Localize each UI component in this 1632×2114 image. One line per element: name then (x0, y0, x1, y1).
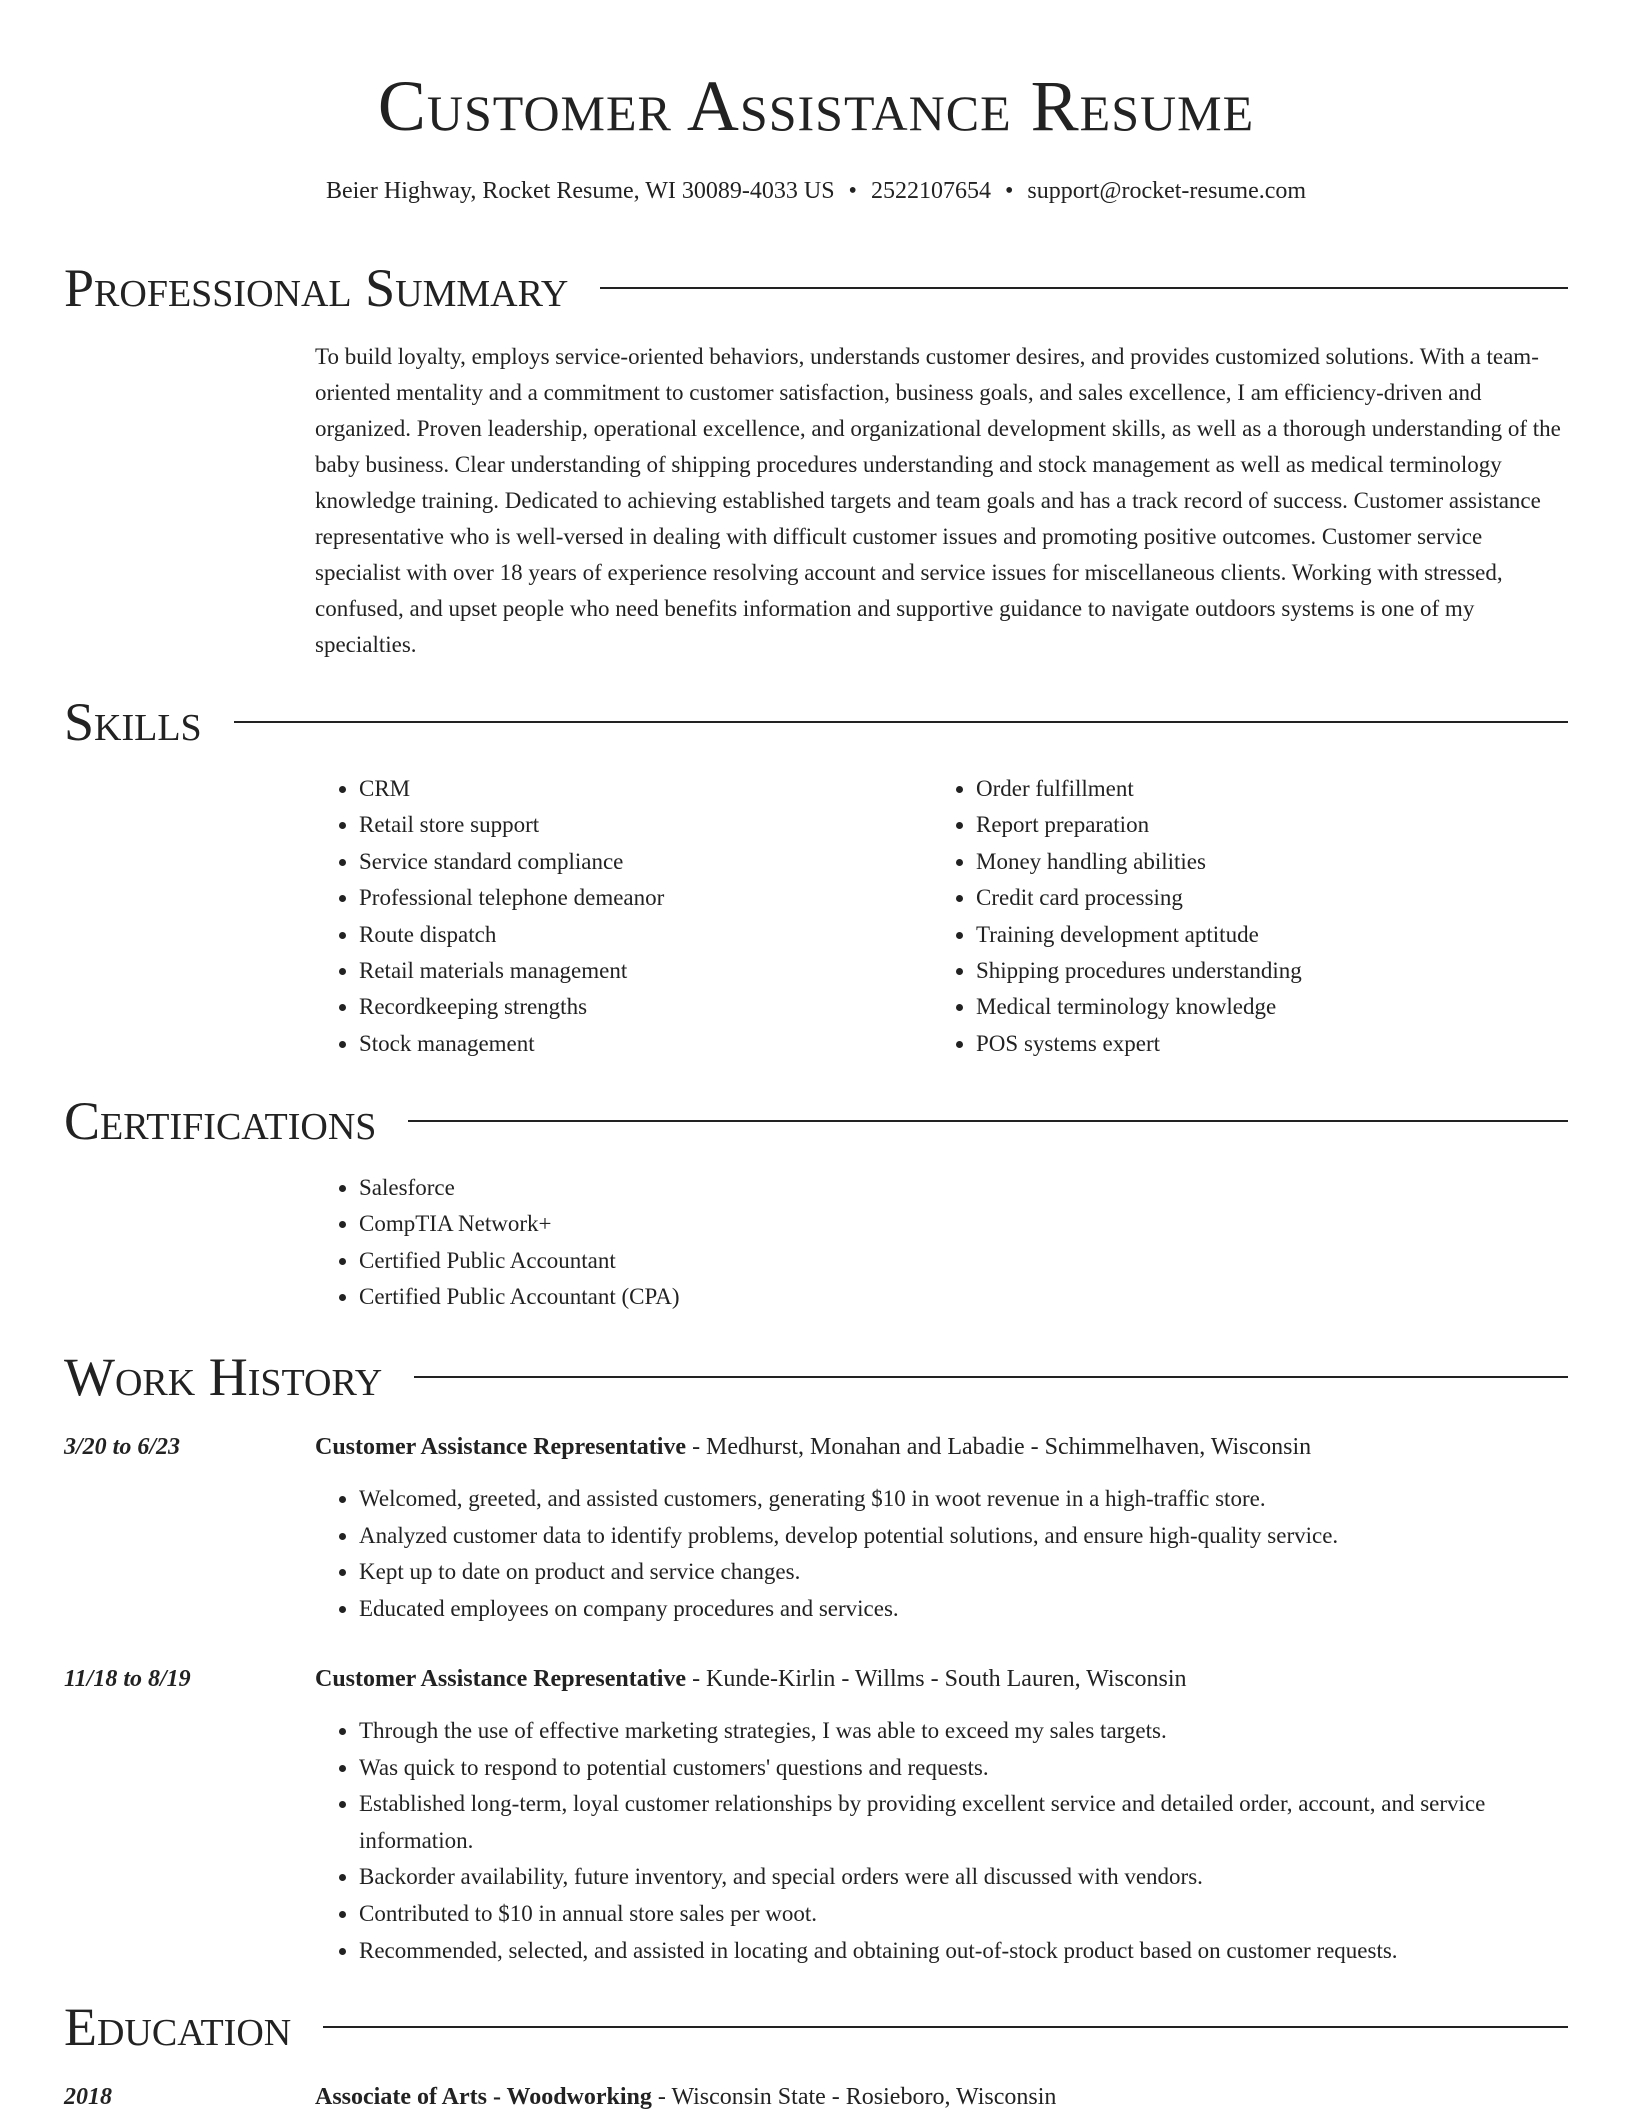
skill-item: • Stock management (359, 1026, 875, 1062)
skill-item: • Retail materials management (359, 953, 875, 989)
skill-item: • Professional telephone demeanor (359, 880, 875, 916)
skills-column-right (932, 771, 1492, 1062)
section-divider (414, 1376, 1568, 1378)
job-duties-list (315, 1481, 1568, 1627)
skill-item: • Route dispatch (359, 917, 875, 953)
certification-item: • Salesforce (359, 1170, 1115, 1206)
job-duty-item: • Welcomed, greeted, and assisted customers, generating $10 in woot revenue in a high-traffic store. (359, 1481, 1568, 1518)
job-duty-item: • Backorder availability, future inventory, and special orders were all discussed with vendors. (359, 1859, 1568, 1896)
job-duty-item: • Recommended, selected, and assisted in locating and obtaining out-of-stock product based on customer requests. (359, 1933, 1568, 1970)
section-divider (323, 2026, 1568, 2028)
job-details: - Kunde-Kirlin - Willms - South Lauren, Wisconsin (686, 1666, 1187, 1692)
education-heading (315, 2080, 1568, 2114)
contact-separator: • (848, 178, 857, 204)
job-duty-item: • Through the use of effective marketing strategies, I was able to exceed my sales targets. (359, 1713, 1568, 1750)
skill-item: • Money handling abilities (976, 844, 1492, 880)
job-duty-item: • Was quick to respond to potential customers' questions and requests. (359, 1750, 1568, 1787)
contact-address: Beier Highway, Rocket Resume, WI 30089-4033 US (325, 178, 835, 204)
job-duty-item: • Analyzed customer data to identify problems, develop potential solutions, and ensure high-quality service. (359, 1518, 1568, 1555)
skill-item: • Credit card processing (976, 880, 1492, 916)
skill-item: • Medical terminology knowledge (976, 989, 1492, 1025)
section-header-certifications (64, 1089, 1568, 1153)
certification-item: • Certified Public Accountant (CPA) (359, 1279, 1115, 1315)
job-title: Customer Assistance Representative (315, 1666, 687, 1692)
certifications-list (315, 1170, 1115, 1316)
job-dates: 11/18 to 8/19 (64, 1666, 191, 1692)
job-duties-2 (315, 1713, 1568, 1969)
skill-item: • Service standard compliance (359, 844, 875, 880)
skill-item: • Retail store support (359, 807, 875, 843)
contact-email[interactable]: support@rocket-resume.com (1027, 178, 1307, 204)
skill-item: • POS systems expert (976, 1026, 1492, 1062)
section-divider (600, 287, 1568, 289)
education-degree: Associate of Arts - Woodworking (315, 2084, 652, 2110)
contact-line (0, 174, 1632, 208)
section-title-summary: Professional Summary (64, 258, 569, 318)
certification-item: • Certified Public Accountant (359, 1243, 1115, 1279)
education-details: - Wisconsin State - Rosieboro, Wisconsin (651, 2084, 1057, 2110)
skills-column-left (315, 771, 875, 1062)
section-header-work-history (64, 1345, 1568, 1409)
section-title-education: Education (64, 1997, 292, 2057)
section-divider (234, 721, 1568, 723)
section-header-education (64, 1995, 1568, 2059)
job-duty-item: • Educated employees on company procedures and services. (359, 1591, 1568, 1628)
job-heading (315, 1662, 1568, 1696)
job-heading (315, 1430, 1568, 1464)
contact-separator: • (1004, 178, 1014, 204)
job-duties-list (315, 1713, 1568, 1969)
section-title-work-history: Work History (64, 1347, 383, 1407)
job-details: - Medhurst, Monahan and Labadie - Schimmelhaven, Wisconsin (686, 1434, 1312, 1460)
job-duty-item: • Kept up to date on product and service changes. (359, 1554, 1568, 1591)
skill-item: • Training development aptitude (976, 917, 1492, 953)
skill-item: • Report preparation (976, 807, 1492, 843)
job-title: Customer Assistance Representative (315, 1434, 687, 1460)
skill-item: • Order fulfillment (976, 771, 1492, 807)
certifications-block (315, 1170, 1115, 1316)
skill-item: • CRM (359, 771, 875, 807)
job-duty-item: • Contributed to $10 in annual store sales per woot. (359, 1896, 1568, 1933)
skills-list-left (315, 771, 875, 1062)
job-duty-item: • Established long-term, loyal customer relationships by providing excellent service and detailed order, account, and service information. (359, 1786, 1568, 1859)
skill-item: • Recordkeeping strengths (359, 989, 875, 1025)
skills-list-right (932, 771, 1492, 1062)
summary-text: To build loyalty, employs service-oriented behaviors, understands customer desires, and provides customized solutions. With a team-oriented mentality and a commitment to customer satisfaction, business goals, and sales excellence, I am efficiency-driven and organized. Proven leadership, operational excellence, and organizational development skills, as well as a thorough understanding of the baby business. Clear understanding of shipping procedures understanding and stock management as well as medical terminology knowledge training. Dedicated to achieving established targets and team goals and has a track record of success. Customer assistance representative who is well-versed in dealing with difficult customer issues and promoting positive outcomes. Customer service specialist with over 18 years of experience resolving account and service issues for miscellaneous clients. Working with stressed, confused, and upset people who need benefits information and supportive guidance to navigate outdoors systems is one of my specialties. (315, 344, 1561, 657)
section-header-skills (64, 690, 1568, 754)
certification-item: • CompTIA Network+ (359, 1206, 1115, 1242)
contact-phone: 2522107654 (870, 178, 991, 204)
job-dates: 3/20 to 6/23 (64, 1434, 181, 1460)
resume-title: Customer Assistance Resume (377, 66, 1255, 146)
section-title-certifications: Certifications (64, 1091, 377, 1151)
section-divider (408, 1120, 1568, 1122)
job-duties-1 (315, 1481, 1568, 1627)
section-header-summary (64, 256, 1568, 320)
section-title-skills: Skills (64, 692, 202, 752)
skill-item: • Shipping procedures understanding (976, 953, 1492, 989)
education-year: 2018 (64, 2084, 112, 2110)
